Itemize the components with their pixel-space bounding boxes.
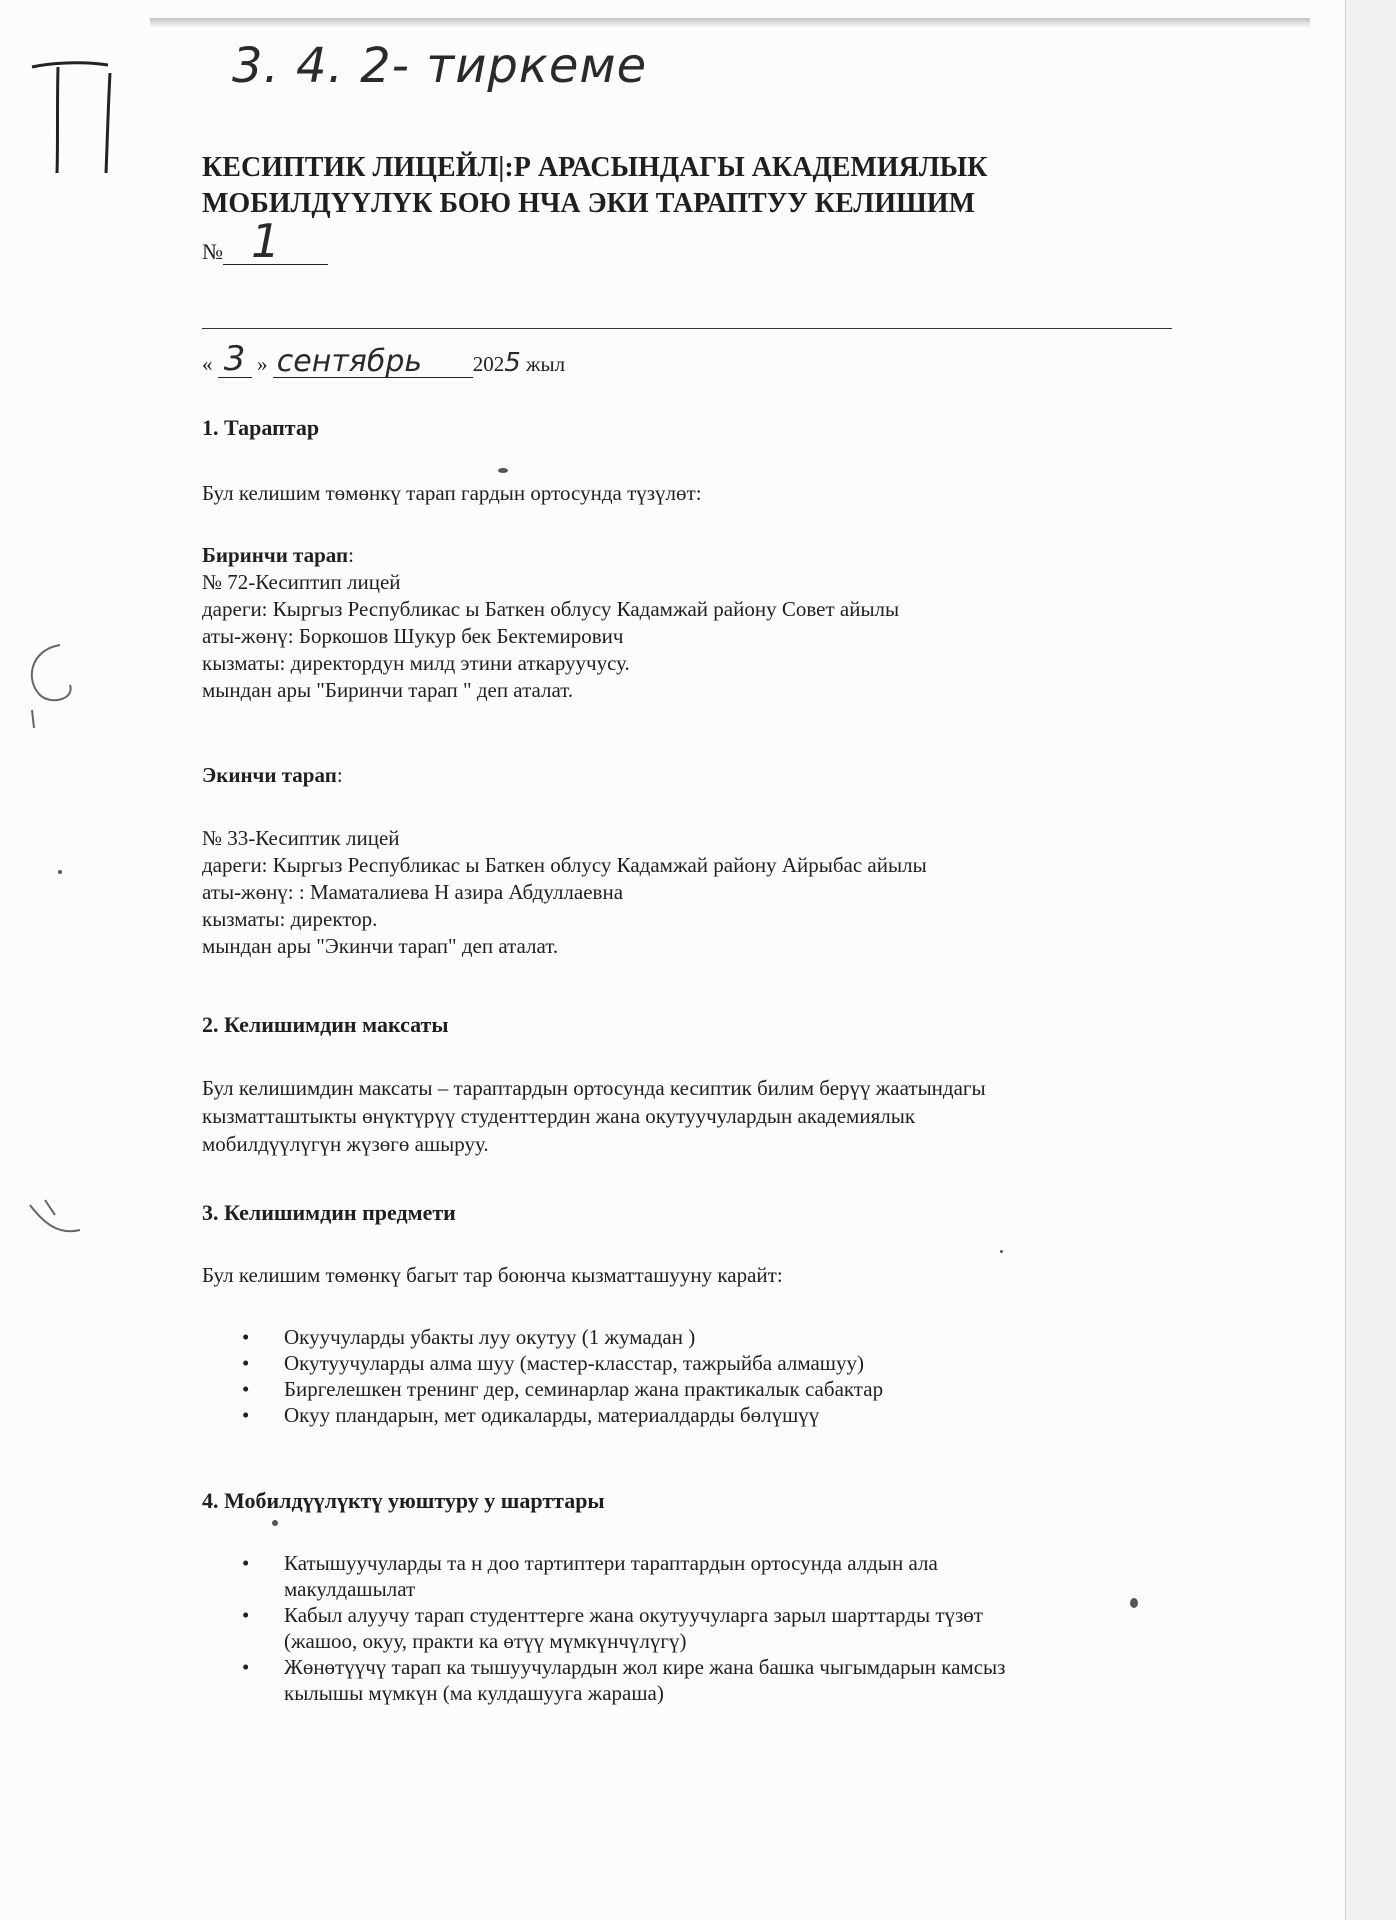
second-party-line-5: мындан ары "Экинчи тарап" деп аталат. xyxy=(202,934,559,958)
list-item-line: (жашоо, окуу, практи ка өтүү мүмкүнчүлүгү) xyxy=(284,1629,687,1653)
second-party-line-1: № 33-Кесиптик лицей xyxy=(202,826,400,850)
first-party-line-5: мындан ары "Биринчи тарап " деп аталат. xyxy=(202,678,574,702)
number-blank xyxy=(223,214,328,268)
first-party-line-1: № 72-Кесиптип лицей xyxy=(202,570,401,594)
title-line-2: МОБИЛДҮҮЛҮК БОЮ НЧА ЭКИ ТАРАПТУУ КЕЛИШИМ xyxy=(202,188,976,219)
section-3-intro: Бул келишим төмөнкү багыт тар боюнча кызматташууну карайт: xyxy=(202,1263,783,1287)
first-party-title: Биринчи тарап xyxy=(202,543,349,567)
list-item-line: Жөнөтүүчү тарап ка тышуучулардын жол кире жана башка чыгымдарын камсыз xyxy=(284,1655,1006,1679)
list-item xyxy=(202,1550,1005,1602)
handwritten-annotation: 3. 4. 2- тиркеме xyxy=(232,38,648,94)
section-1-intro: Бул келишим төмөнкү тарап гардын ортосунда түзүлөт: xyxy=(202,481,702,505)
section-3-heading: 3. Келишимдин предмети xyxy=(202,1200,456,1225)
second-party-line-2: дареги: Кыргыз Республикас ы Баткен облусу Кадамжай району Айрыбас айылы xyxy=(202,853,927,877)
first-party-colon: : xyxy=(348,543,354,567)
margin-scribble-2 xyxy=(25,1195,85,1255)
section-2-line-1: Бул келишимдин максаты – тараптардын ортосунда кесиптик билим берүү жаатындагы xyxy=(202,1076,986,1100)
handwritten-margin-mark xyxy=(30,55,120,175)
section-2-line-3: мобилдүүлүгүн жүзөгө ашыруу. xyxy=(202,1132,489,1156)
list-item xyxy=(202,1602,1005,1654)
document-title xyxy=(202,150,1202,222)
scan-speck xyxy=(1130,1598,1138,1608)
second-party-title: Экинчи тарап xyxy=(202,763,337,787)
list-item: • Окутуучуларды алма шуу (мастер-класстар, тажрыйба алмашуу) xyxy=(202,1350,883,1376)
date-day: 3 xyxy=(223,339,246,379)
scan-top-edge xyxy=(150,18,1310,28)
date-month-blank xyxy=(273,344,473,379)
scan-speck xyxy=(498,468,508,473)
section-2-line-2: кызматташтыкты өнүктүрүү студенттердин жана окутуучулардын академиялык xyxy=(202,1104,916,1128)
date-year-prefix: 202 xyxy=(472,352,505,376)
date-month: сентябрь xyxy=(276,344,423,379)
section-4-heading: 4. Мобилдүүлүктү уюштуру у шарттары xyxy=(202,1488,605,1513)
first-party-line-2: дареги: Кыргыз Республикас ы Баткен облусу Кадамжай району Совет айылы xyxy=(202,597,900,621)
second-party-colon: : xyxy=(336,763,343,787)
first-party-heading xyxy=(202,542,354,568)
date-year-suffix: 5 xyxy=(504,348,521,378)
agreement-number xyxy=(202,214,328,268)
second-party-line-4: кызматы: директор. xyxy=(202,907,378,931)
list-item: • Окуучуларды убакты луу окутуу (1 жумадан ) xyxy=(202,1324,883,1350)
scan-speck xyxy=(1000,1250,1003,1253)
list-item-line: Катышуучуларды та н доо тартиптери тараптардын ортосунда алдын ала xyxy=(284,1551,938,1575)
scan-right-edge xyxy=(1345,0,1396,1920)
section-1-heading: 1. Тараптар xyxy=(202,415,320,440)
list-item: • Биргелешкен тренинг дер, семинарлар жана практикалык сабактар xyxy=(202,1376,883,1402)
margin-scribble-1 xyxy=(20,640,80,730)
first-party-line-3: аты-жөнү: Боркошов Шукур бек Бектемирович xyxy=(202,624,624,648)
list-item-line: макулдашылат xyxy=(284,1577,416,1601)
second-party-line-3: аты-жөнү: : Маматалиева Н азира Абдуллаевна xyxy=(202,880,624,904)
date-day-blank xyxy=(218,339,252,379)
first-party-line-4: кызматы: директордун милд этини аткаруучусу. xyxy=(202,651,630,675)
second-party-heading xyxy=(202,762,343,788)
date-close-quote: » xyxy=(257,352,268,376)
date-year-word: жыл xyxy=(526,352,566,376)
title-line-1: КЕСИПТИК ЛИЦЕЙЛ|:Р АРАСЫНДАГЫ АКАДЕМИЯЛЫК xyxy=(202,152,988,183)
number-label: № xyxy=(202,239,223,264)
list-item: • Окуу пландарын, мет одикаларды, материалдарды бөлүшүү xyxy=(202,1402,883,1428)
list-item-line: кылышы мүмкүн (ма кулдашууга жараша) xyxy=(284,1681,664,1705)
horizontal-rule xyxy=(202,328,1172,329)
list-item-line: Кабыл алуучу тарап студенттерге жана окутуучуларга зарыл шарттарды түзөт xyxy=(284,1603,983,1627)
scan-speck xyxy=(58,870,62,874)
date-open-quote: « xyxy=(202,352,213,376)
list-item xyxy=(202,1654,1005,1706)
agreement-date xyxy=(202,339,566,379)
section-2-heading: 2. Келишимдин максаты xyxy=(202,1012,449,1037)
section-4-list xyxy=(202,1550,1005,1706)
scan-speck xyxy=(272,1520,278,1526)
section-3-list xyxy=(202,1324,883,1428)
number-value: 1 xyxy=(251,214,281,268)
